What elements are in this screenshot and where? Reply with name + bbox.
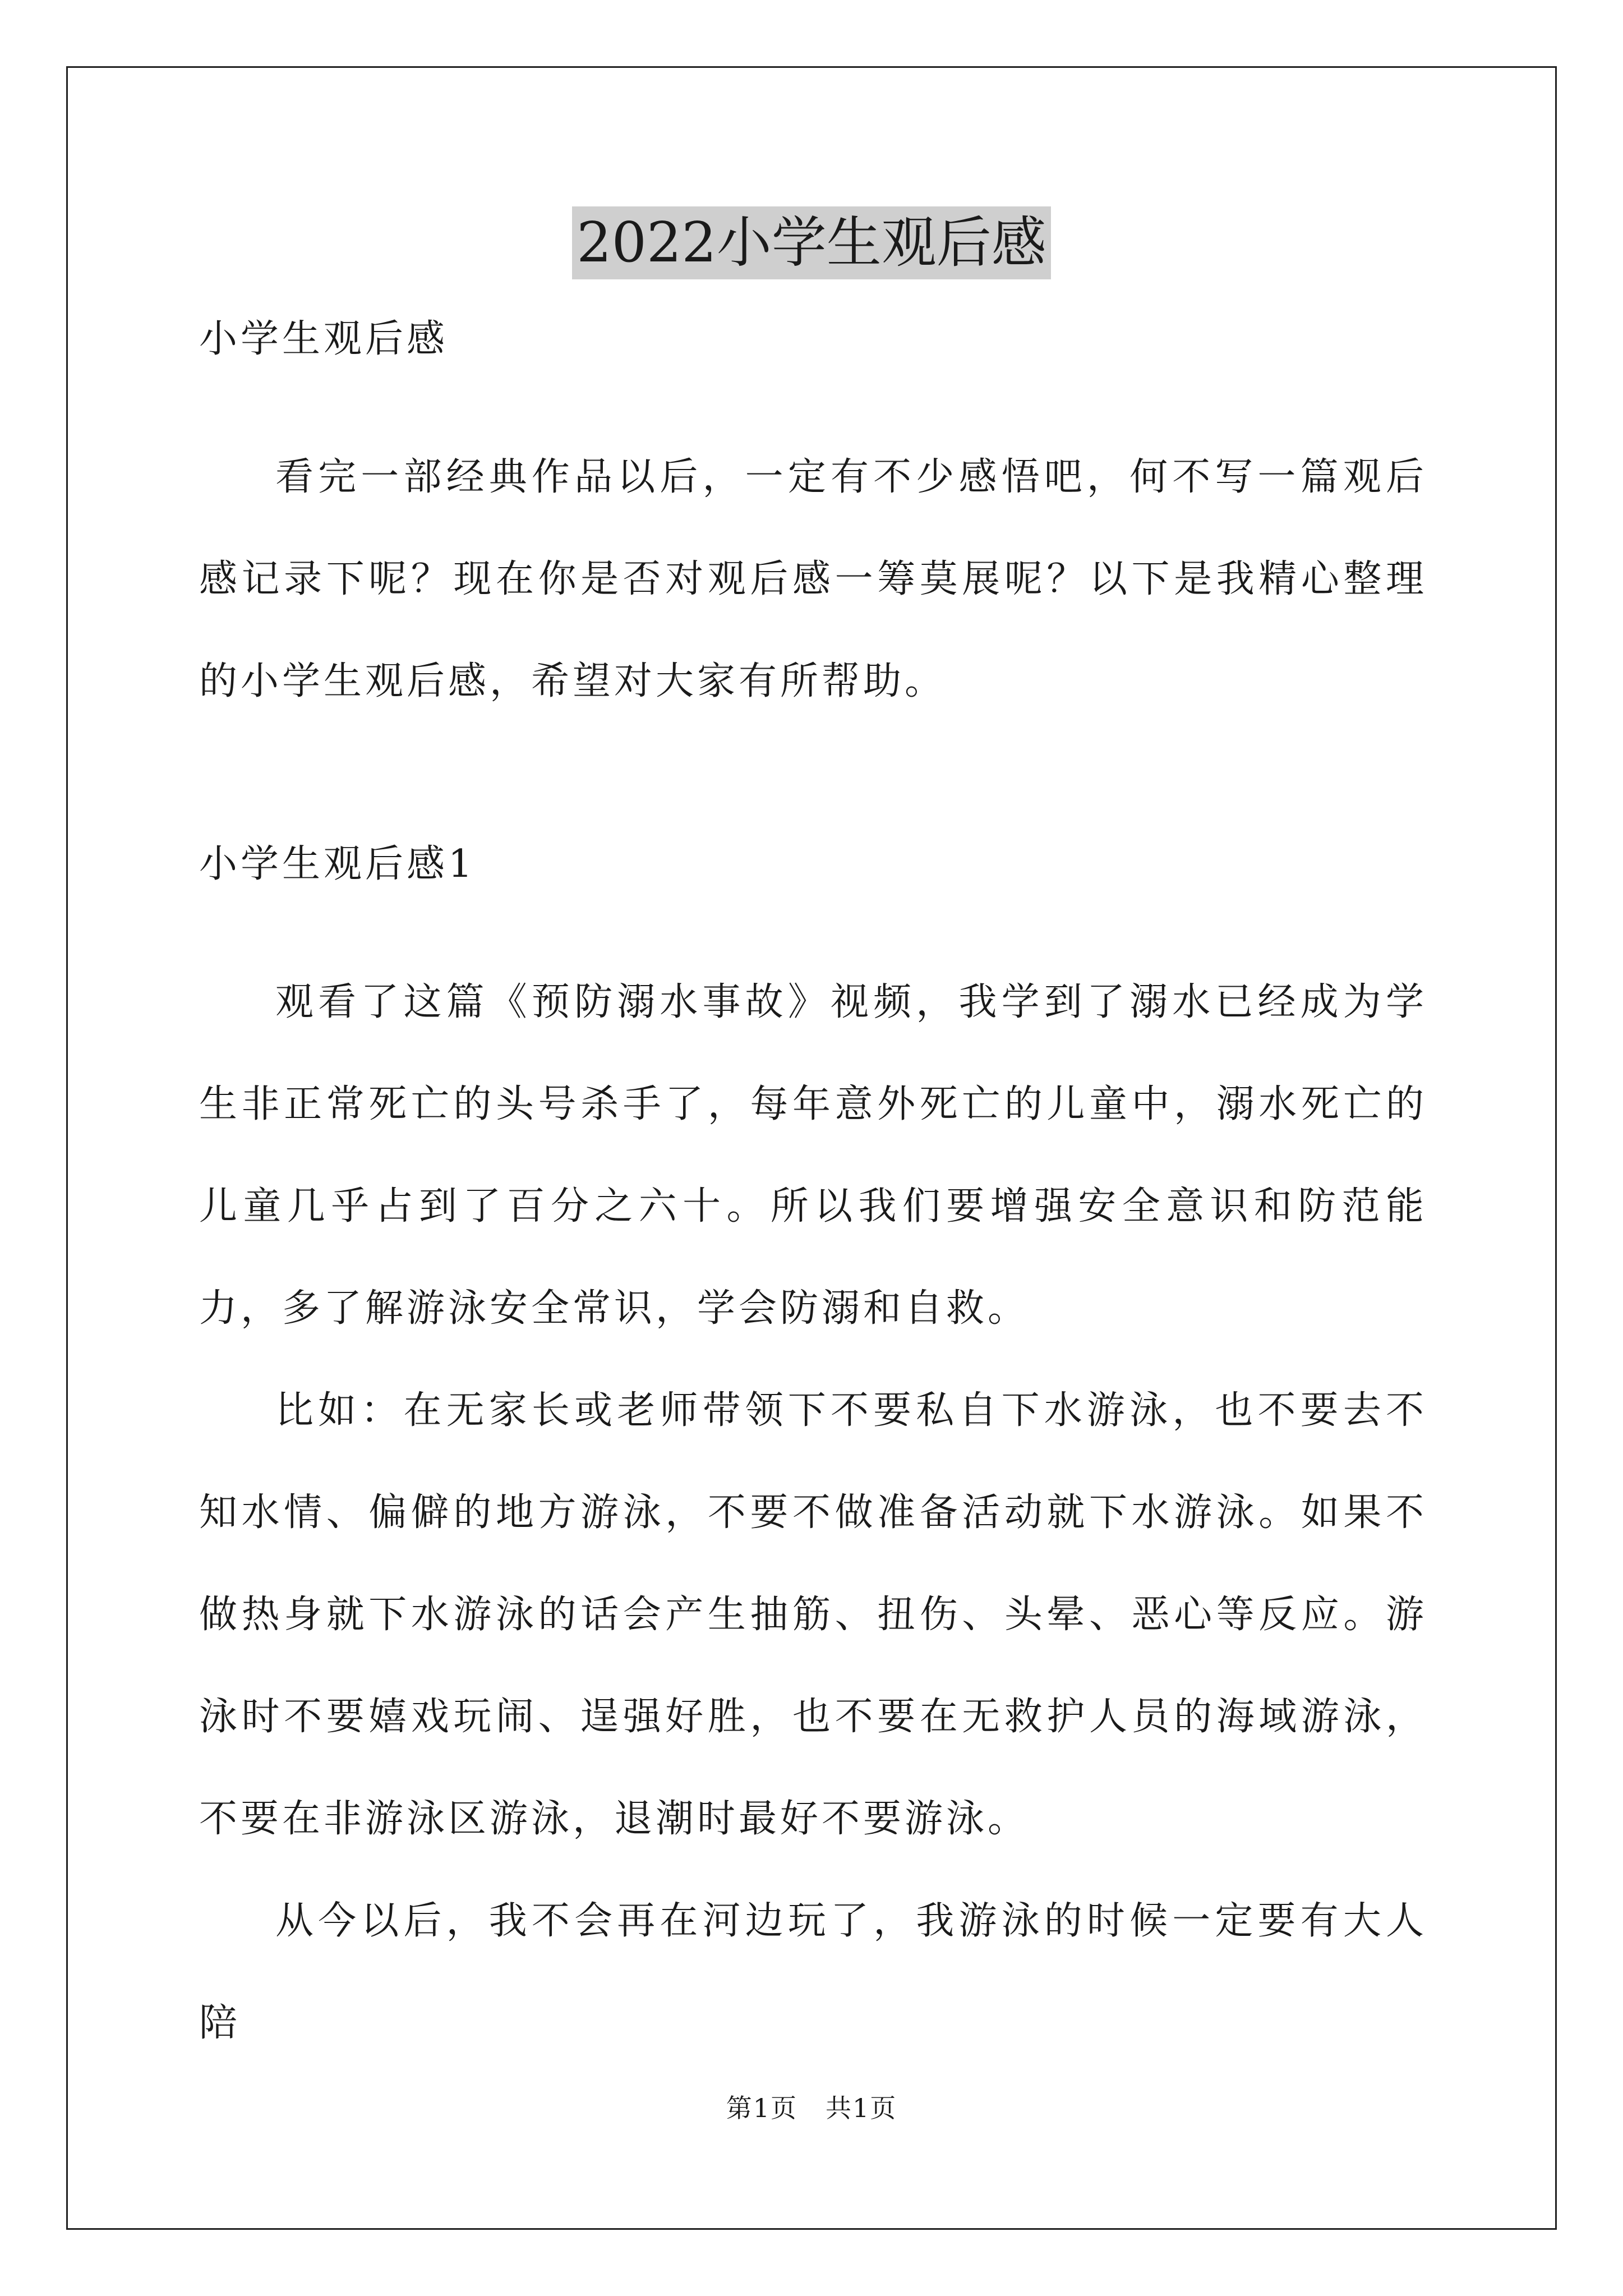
page-total: 共1页: [826, 2093, 897, 2123]
document-title: [0, 206, 1623, 279]
page-footer: [0, 2091, 1623, 2125]
document-body: [199, 303, 1427, 2074]
section1-paragraph: 比如：在无家长或老师带领下不要私自下水游泳，也不要去不知水情、偏僻的地方游泳，不要不做准备活动就下水游泳。如果不做热身就下水游泳的话会产生抽筋、扭伤、头晕、恶心等反应。游泳时不要嬉戏玩闹、逞强好胜，也不要在无救护人员的海域游泳，不要在非游泳区游泳，退潮时最好不要游泳。: [199, 1388, 1427, 1841]
document-title-text: 2022小学生观后感: [572, 206, 1050, 279]
intro-heading: 小学生观后感: [199, 317, 449, 361]
page-number: 第1页: [726, 2093, 797, 2123]
section1-heading: 小学生观后感1: [199, 842, 476, 886]
intro-paragraph: 看完一部经典作品以后，一定有不少感悟吧，何不写一篇观后感记录下呢？现在你是否对观后感一筹莫展呢？以下是我精心整理的小学生观后感，希望对大家有所帮助。: [199, 455, 1427, 703]
section1-paragraph: 观看了这篇《预防溺水事故》视频，我学到了溺水已经成为学生非正常死亡的头号杀手了，每年意外死亡的儿童中，溺水死亡的儿童几乎占到了百分之六十。所以我们要增强安全意识和防范能力，多了解游泳安全常识，学会防溺和自救。: [199, 980, 1427, 1331]
section1-paragraph: 从今以后，我不会再在河边玩了，我游泳的时候一定要有大人陪: [199, 1899, 1427, 2045]
